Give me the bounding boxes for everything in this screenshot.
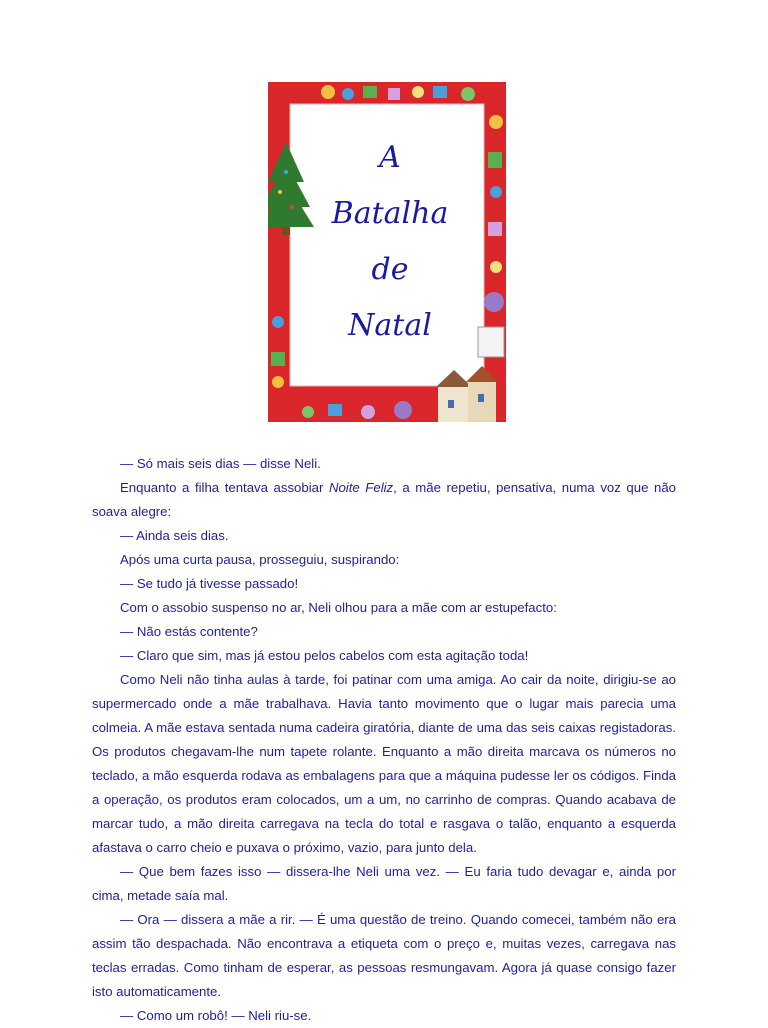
paragraph: — Se tudo já tivesse passado!: [120, 576, 299, 591]
story-text: [92, 452, 676, 1028]
paragraph: — Só mais seis dias — disse Neli.: [120, 456, 321, 471]
paragraph: — Que bem fazes isso — dissera-lhe Neli uma vez. — Eu faria tudo devagar e, ainda por cima, metade saía mal.: [92, 864, 676, 903]
paragraph: — Não estás contente?: [120, 624, 258, 639]
paragraph: Enquanto a filha tentava assobiar Noite Feliz, a mãe repetiu, pensativa, numa voz que não soava alegre:: [92, 480, 676, 519]
title-line-2: Batalha: [331, 196, 449, 231]
paragraph: — Ainda seis dias.: [120, 528, 229, 543]
paragraph: — Claro que sim, mas já estou pelos cabelos com esta agitação toda!: [120, 648, 529, 663]
paragraph: Como Neli não tinha aulas à tarde, foi patinar com uma amiga. Ao cair da noite, dirigiu-se ao supermercado onde a mãe trabalhava. Havia tanto movimento que o lugar mais parecia uma colmeia. A mãe estava sentada numa cadeira giratória, diante de uma das seis caixas registadoras. Os produtos chegavam-lhe num tapete rolante. Enquanto a mão direita marcava os números no teclado, a mão esquerda rodava as embalagens para que a máquina pudesse ler os códigos. Finda a operação, os produtos eram colocados, um a um, no carrinho de compras. Quando acabava de marcar tudo, a mão direita carregava na tecla do total e rasgava o talão, enquanto a esquerda afastava o carro cheio e puxava o próximo, vazio, para junto dela.: [92, 672, 676, 855]
title-line-1: A: [379, 140, 401, 175]
paragraph: Após uma curta pausa, prosseguiu, suspirando:: [120, 552, 400, 567]
title-line-4: Natal: [348, 308, 432, 343]
paragraph: Com o assobio suspenso no ar, Neli olhou para a mãe com ar estupefacto:: [120, 600, 557, 615]
title-line-3: de: [371, 252, 409, 287]
paragraph: — Como um robô! — Neli riu-se.: [120, 1008, 312, 1023]
paragraph: — Ora — dissera a mãe a rir. — É uma questão de treino. Quando comecei, também não era assim tão despachada. Não encontrava a etiqueta com o preço e, muitas vezes, carregava nas teclas erradas. Como tinham de esperar, as pessoas resmungavam. Agora já quase consigo fazer isto automaticamente.: [92, 912, 676, 999]
story-title: [300, 130, 480, 354]
